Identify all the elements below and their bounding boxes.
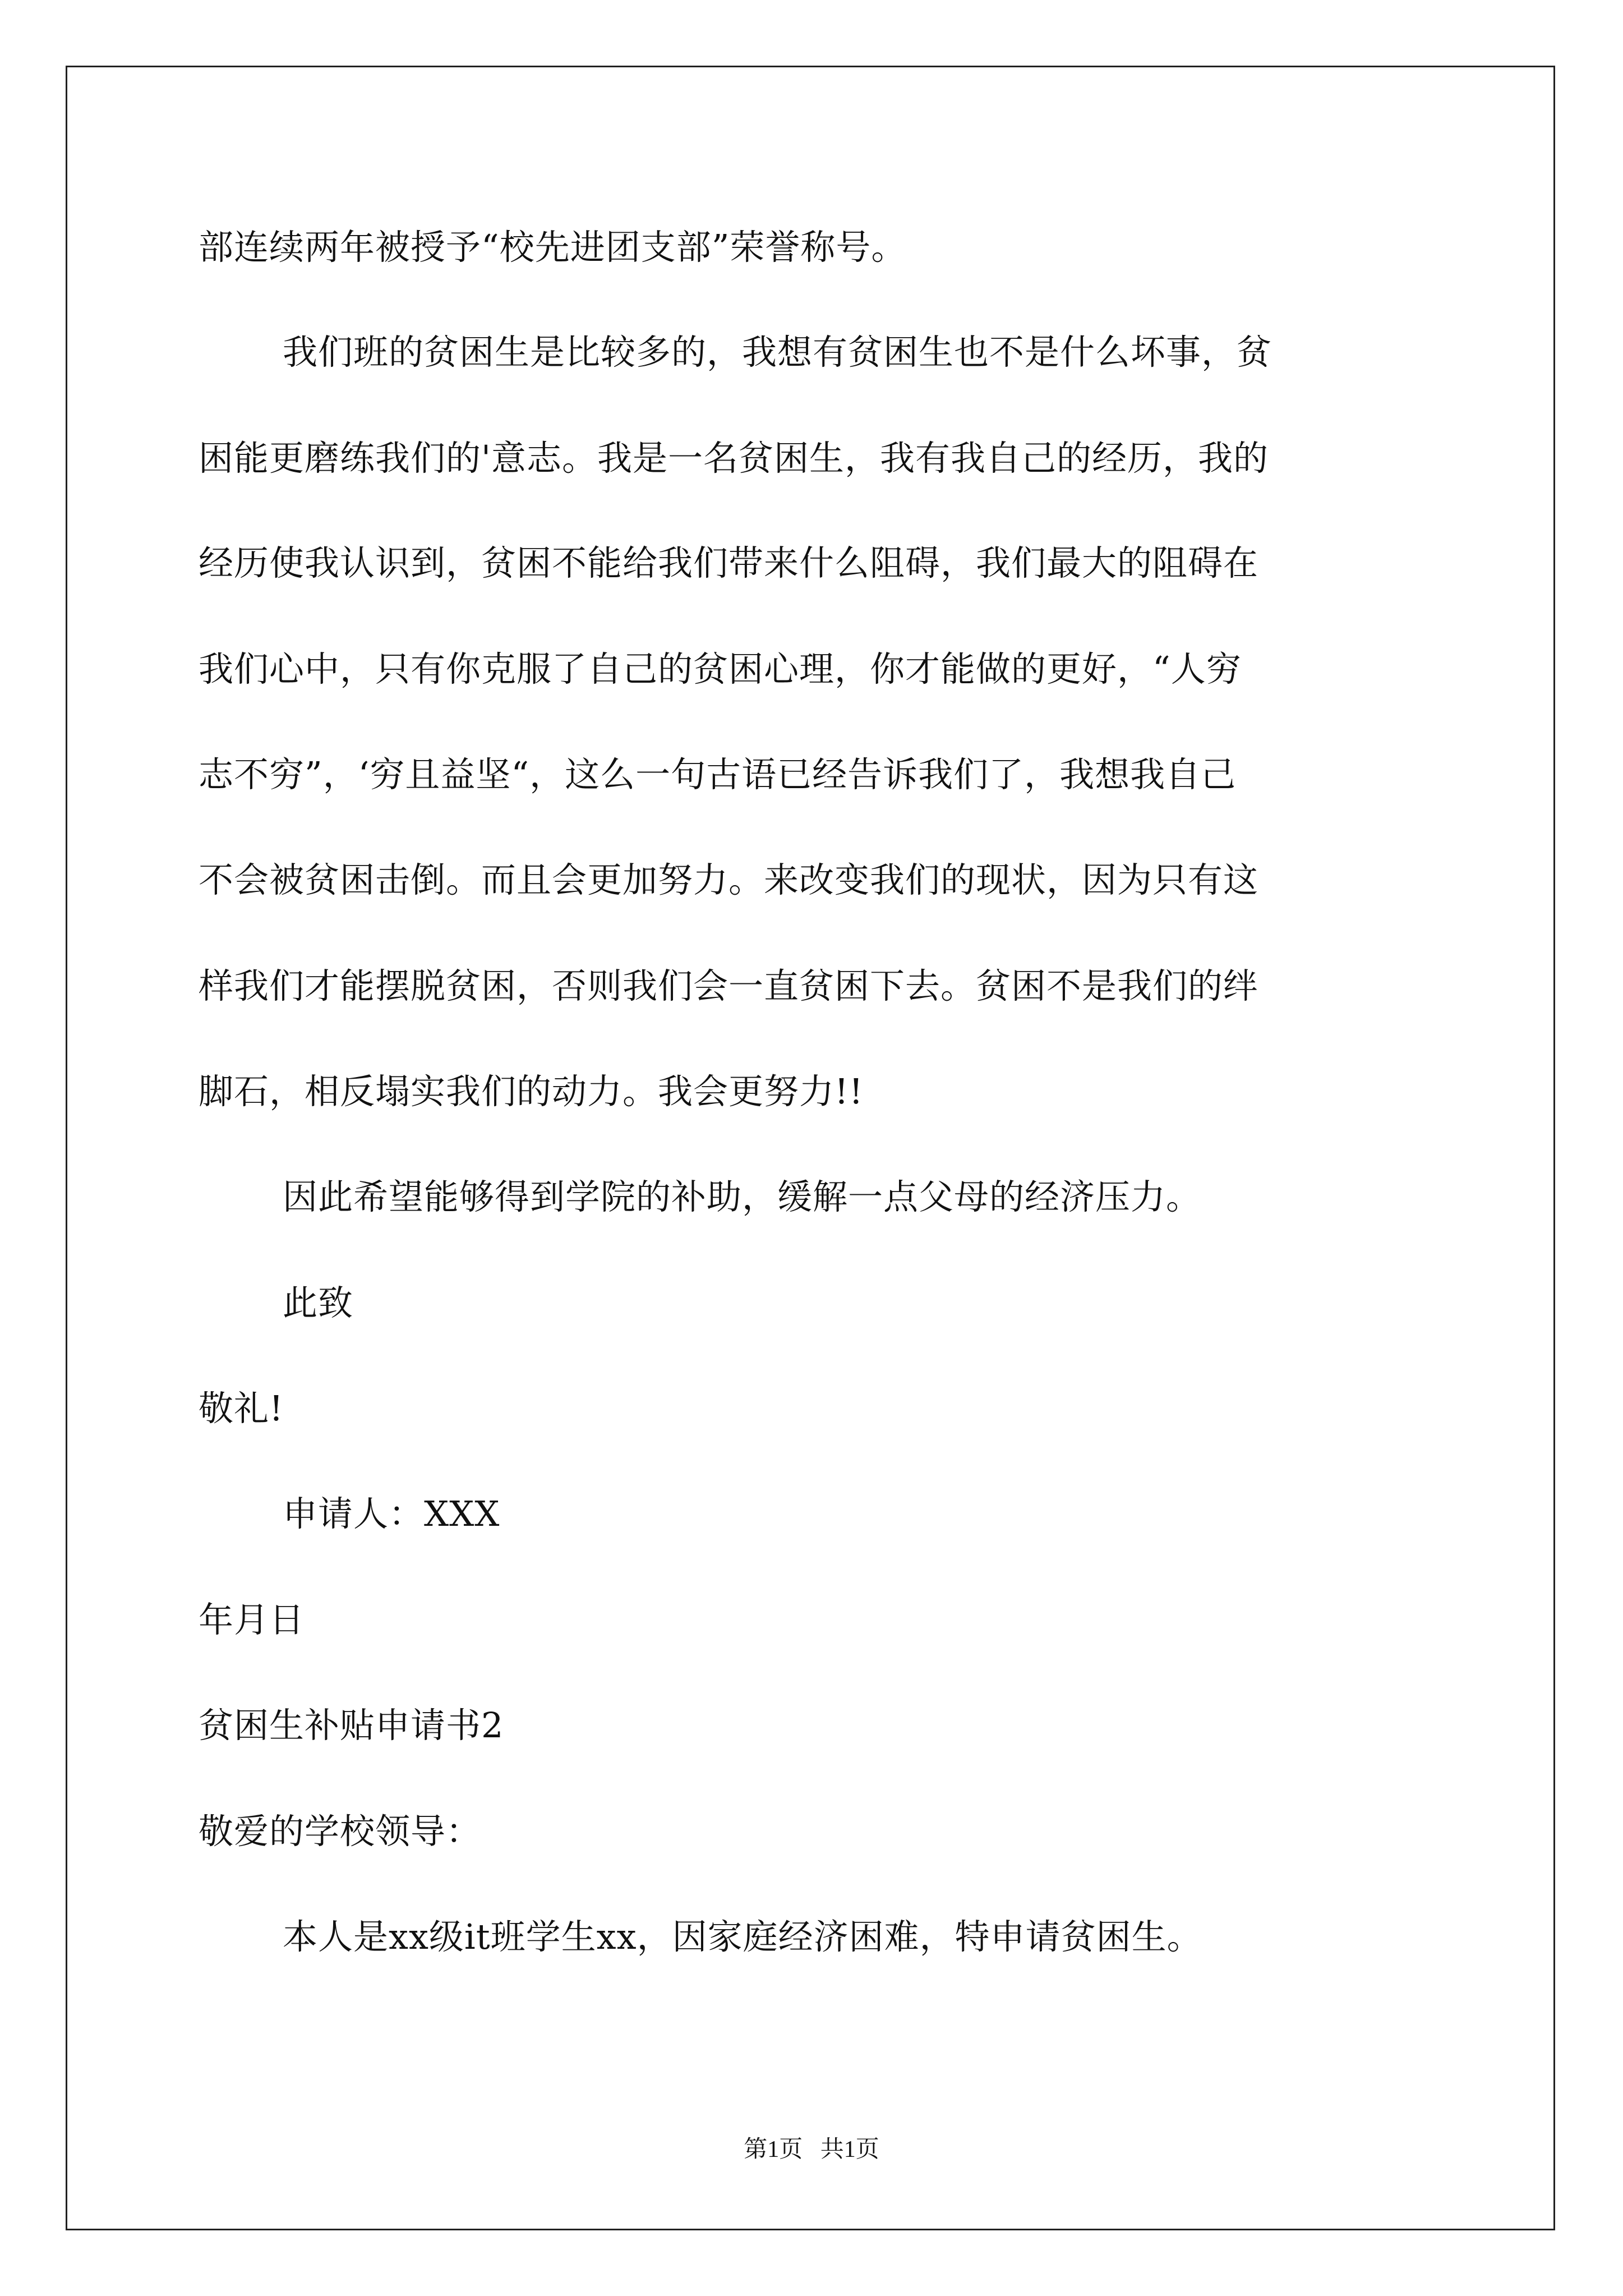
date-line: 年月日 (199, 1599, 305, 1640)
paragraph-start-line: 本人是xx级it班学生xx，因家庭经济困难，特申请贫困生。 (283, 1916, 1202, 1957)
text-line: 经历使我认识到，贫困不能给我们带来什么阻碍，我们最大的阻碍在 (199, 542, 1259, 583)
text-line: 样我们才能摆脱贫困，否则我们会一直贫困下去。贫困不是我们的绊 (199, 965, 1259, 1006)
text-line: 部连续两年被授予“校先进团支部”荣誉称号。 (199, 227, 907, 268)
page-footer: 第1页 共1页 (744, 2137, 879, 2162)
greeting-line: 敬爱的学校领导： (199, 1811, 482, 1852)
text-line: 我们心中，只有你克服了自己的贫困心理，你才能做的更好，“人穷 (199, 648, 1242, 689)
text-line: 困能更磨练我们的'意志。我是一名贫困生，我有我自己的经历，我的 (199, 438, 1269, 478)
closing-respect: 敬礼! (199, 1388, 284, 1429)
text-line: 脚石，相反塌实我们的动力。我会更努力!! (199, 1071, 864, 1112)
applicant-signature: 申请人：XXX (283, 1493, 500, 1534)
paragraph-start-line: 我们班的贫困生是比较多的，我想有贫困生也不是什么坏事，贫 (283, 332, 1272, 372)
text-line: 不会被贫困击倒。而且会更加努力。来改变我们的现状，因为只有这 (199, 859, 1259, 900)
page-border (66, 66, 1555, 2230)
paragraph-start-line: 因此希望能够得到学院的补助，缓解一点父母的经济压力。 (283, 1176, 1202, 1217)
text-line: 志不穷”，‘穷且益坚“，这么一句古语已经告诉我们了，我想我自己 (199, 754, 1237, 795)
section-title: 贫困生补贴申请书2 (199, 1705, 504, 1746)
closing-salutation: 此致 (283, 1282, 354, 1323)
